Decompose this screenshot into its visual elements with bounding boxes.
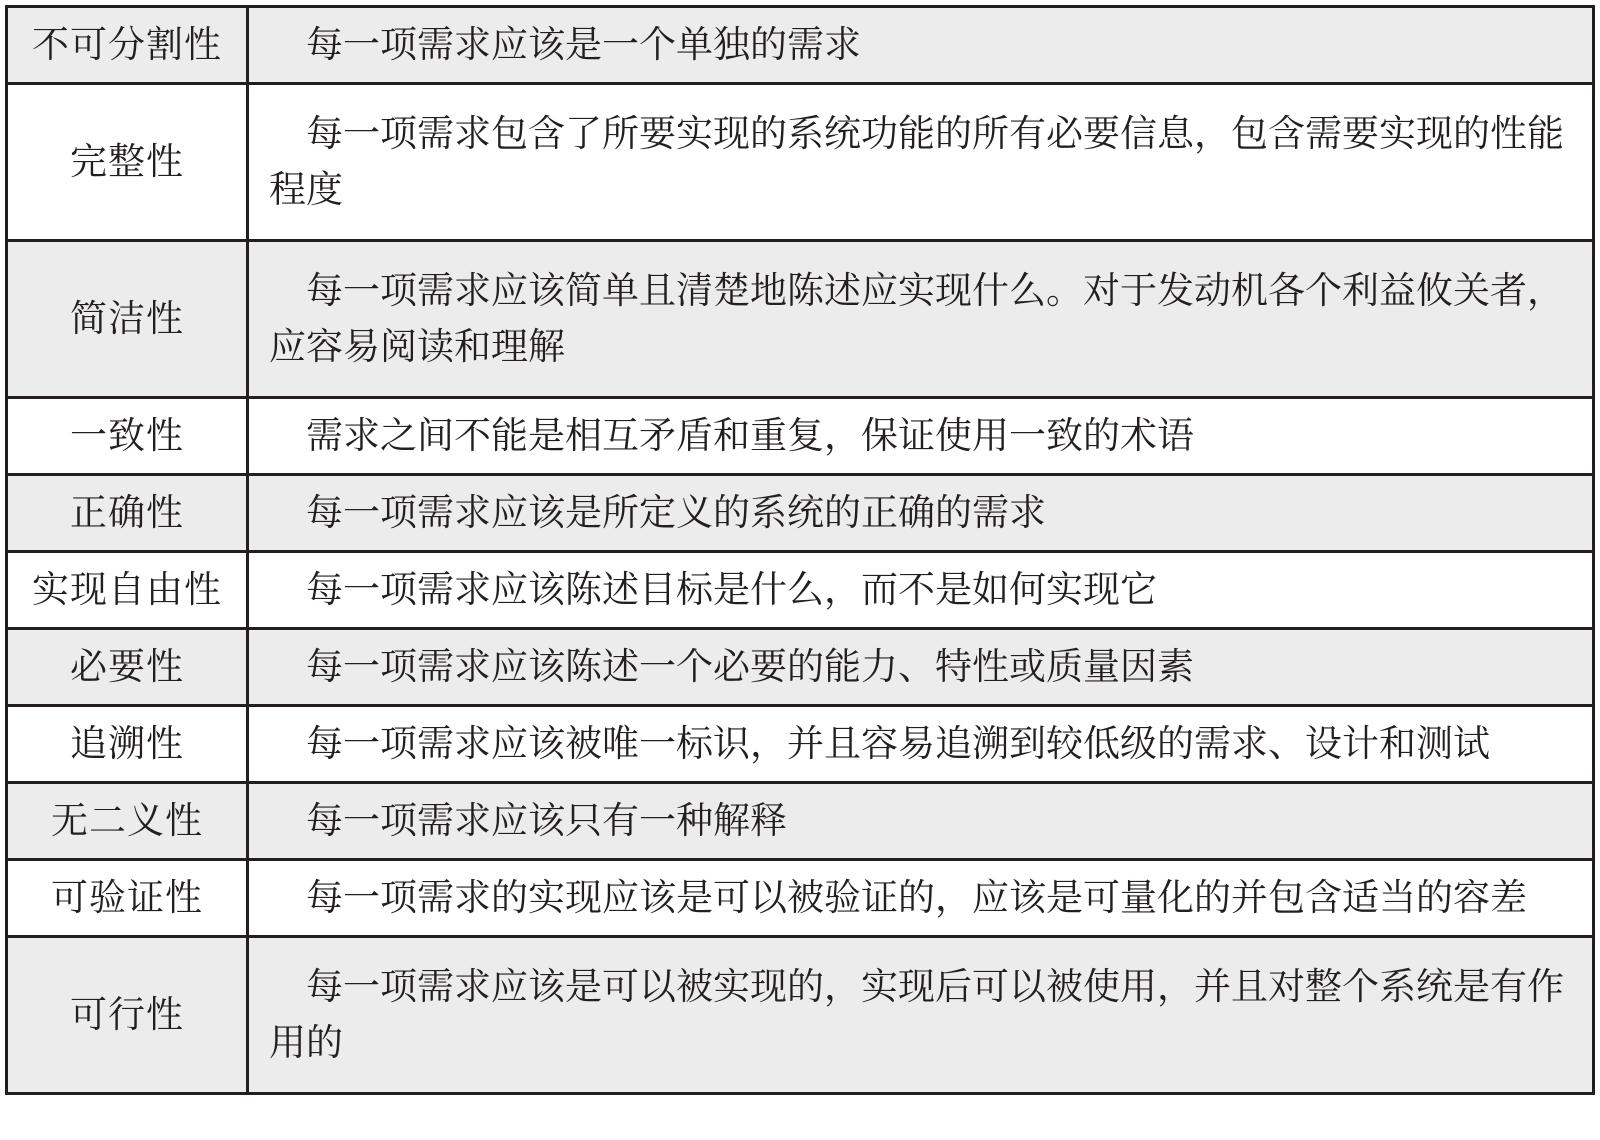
table-row: [7, 475, 1594, 552]
table-row: [7, 84, 1594, 241]
attribute-cell: 追溯性: [7, 706, 248, 783]
description-cell: 每一项需求应该简单且清楚地陈述应实现什么。对于发动机各个利益攸关者，应容易阅读和理解: [248, 241, 1594, 398]
table-row: [7, 937, 1594, 1094]
table-row: [7, 398, 1594, 475]
description-cell: 每一项需求应该只有一种解释: [248, 783, 1594, 860]
attribute-cell: 不可分割性: [7, 7, 248, 84]
table-row: [7, 629, 1594, 706]
attribute-cell: 简洁性: [7, 241, 248, 398]
attribute-cell: 实现自由性: [7, 552, 248, 629]
description-cell: 每一项需求应该是所定义的系统的正确的需求: [248, 475, 1594, 552]
description-cell: 每一项需求应该被唯一标识，并且容易追溯到较低级的需求、设计和测试: [248, 706, 1594, 783]
attribute-cell: 完整性: [7, 84, 248, 241]
description-cell: 每一项需求包含了所要实现的系统功能的所有必要信息，包含需要实现的性能程度: [248, 84, 1594, 241]
description-cell: 每一项需求应该是可以被实现的，实现后可以被使用，并且对整个系统是有作用的: [248, 937, 1594, 1094]
description-cell: 每一项需求应该陈述一个必要的能力、特性或质量因素: [248, 629, 1594, 706]
table-row: [7, 783, 1594, 860]
requirements-attributes-table: [5, 5, 1595, 1095]
attribute-cell: 可行性: [7, 937, 248, 1094]
description-cell: 需求之间不能是相互矛盾和重复，保证使用一致的术语: [248, 398, 1594, 475]
table-row: [7, 7, 1594, 84]
description-cell: 每一项需求的实现应该是可以被验证的，应该是可量化的并包含适当的容差: [248, 860, 1594, 937]
attribute-cell: 一致性: [7, 398, 248, 475]
attribute-cell: 无二义性: [7, 783, 248, 860]
table-body: [7, 7, 1594, 1094]
attribute-cell: 可验证性: [7, 860, 248, 937]
description-cell: 每一项需求应该是一个单独的需求: [248, 7, 1594, 84]
table-row: [7, 552, 1594, 629]
attribute-cell: 必要性: [7, 629, 248, 706]
attribute-cell: 正确性: [7, 475, 248, 552]
table-row: [7, 860, 1594, 937]
table-row: [7, 241, 1594, 398]
table-row: [7, 706, 1594, 783]
description-cell: 每一项需求应该陈述目标是什么，而不是如何实现它: [248, 552, 1594, 629]
